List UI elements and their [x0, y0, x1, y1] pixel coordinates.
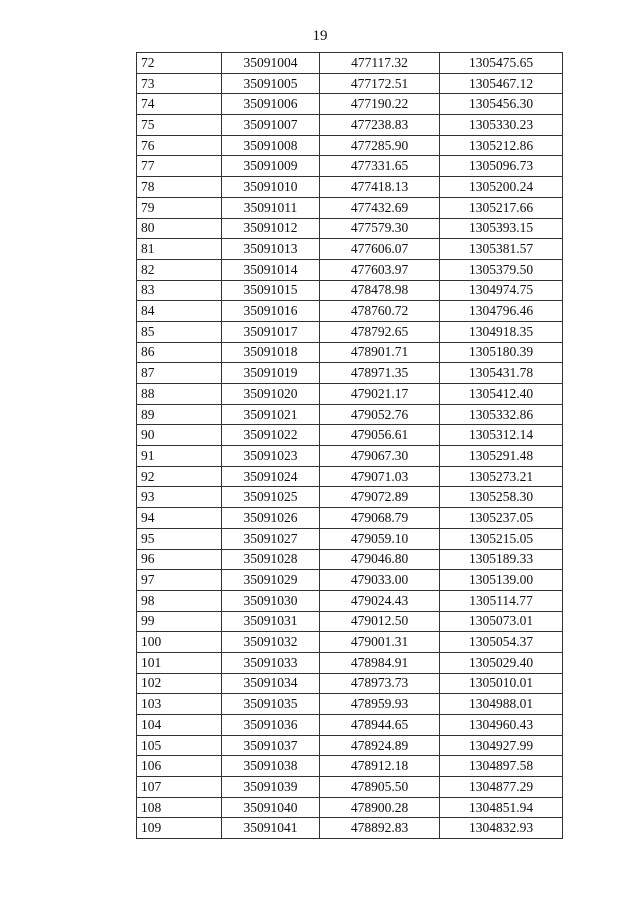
- x-coordinate-cell: 477117.32: [320, 53, 440, 74]
- y-coordinate-cell: 1304960.43: [440, 715, 563, 736]
- row-number-cell: 103: [137, 694, 222, 715]
- row-number-cell: 76: [137, 135, 222, 156]
- point-id-cell: 35091032: [222, 632, 320, 653]
- table-row: [137, 590, 563, 611]
- point-id-cell: 35091005: [222, 73, 320, 94]
- point-id-cell: 35091006: [222, 94, 320, 115]
- point-id-cell: 35091013: [222, 239, 320, 260]
- table-row: [137, 94, 563, 115]
- x-coordinate-cell: 479021.17: [320, 384, 440, 405]
- x-coordinate-cell: 478905.50: [320, 777, 440, 798]
- y-coordinate-cell: 1305215.05: [440, 528, 563, 549]
- table-row: [137, 611, 563, 632]
- point-id-cell: 35091008: [222, 135, 320, 156]
- x-coordinate-cell: 478912.18: [320, 756, 440, 777]
- table-row: [137, 652, 563, 673]
- row-number-cell: 93: [137, 487, 222, 508]
- y-coordinate-cell: 1305217.66: [440, 197, 563, 218]
- row-number-cell: 94: [137, 508, 222, 529]
- table-row: [137, 177, 563, 198]
- y-coordinate-cell: 1305010.01: [440, 673, 563, 694]
- x-coordinate-cell: 477238.83: [320, 115, 440, 136]
- page-number: 19: [312, 28, 328, 44]
- table-row: [137, 797, 563, 818]
- y-coordinate-cell: 1305273.21: [440, 466, 563, 487]
- row-number-cell: 97: [137, 570, 222, 591]
- row-number-cell: 95: [137, 528, 222, 549]
- point-id-cell: 35091038: [222, 756, 320, 777]
- point-id-cell: 35091009: [222, 156, 320, 177]
- point-id-cell: 35091033: [222, 652, 320, 673]
- table-row: [137, 777, 563, 798]
- point-id-cell: 35091004: [222, 53, 320, 74]
- point-id-cell: 35091012: [222, 218, 320, 239]
- table-row: [137, 487, 563, 508]
- x-coordinate-cell: 479072.89: [320, 487, 440, 508]
- row-number-cell: 91: [137, 446, 222, 467]
- row-number-cell: 104: [137, 715, 222, 736]
- row-number-cell: 109: [137, 818, 222, 839]
- y-coordinate-cell: 1305379.50: [440, 259, 563, 280]
- y-coordinate-cell: 1305189.33: [440, 549, 563, 570]
- table-row: [137, 570, 563, 591]
- table-row: [137, 197, 563, 218]
- table-row: [137, 239, 563, 260]
- y-coordinate-cell: 1304988.01: [440, 694, 563, 715]
- y-coordinate-cell: 1305330.23: [440, 115, 563, 136]
- y-coordinate-cell: 1305475.65: [440, 53, 563, 74]
- point-id-cell: 35091036: [222, 715, 320, 736]
- row-number-cell: 80: [137, 218, 222, 239]
- x-coordinate-cell: 478924.89: [320, 735, 440, 756]
- point-id-cell: 35091028: [222, 549, 320, 570]
- x-coordinate-cell: 479059.10: [320, 528, 440, 549]
- x-coordinate-cell: 479001.31: [320, 632, 440, 653]
- y-coordinate-cell: 1304851.94: [440, 797, 563, 818]
- y-coordinate-cell: 1305139.00: [440, 570, 563, 591]
- x-coordinate-cell: 477418.13: [320, 177, 440, 198]
- x-coordinate-cell: 477603.97: [320, 259, 440, 280]
- table-row: [137, 156, 563, 177]
- table-row: [137, 363, 563, 384]
- x-coordinate-cell: 478792.65: [320, 321, 440, 342]
- table-row: [137, 73, 563, 94]
- point-id-cell: 35091020: [222, 384, 320, 405]
- y-coordinate-cell: 1305029.40: [440, 652, 563, 673]
- y-coordinate-cell: 1304832.93: [440, 818, 563, 839]
- row-number-cell: 99: [137, 611, 222, 632]
- x-coordinate-cell: 479024.43: [320, 590, 440, 611]
- table-row: [137, 694, 563, 715]
- table-row: [137, 508, 563, 529]
- x-coordinate-cell: 478900.28: [320, 797, 440, 818]
- table-row: [137, 384, 563, 405]
- row-number-cell: 79: [137, 197, 222, 218]
- table-row: [137, 404, 563, 425]
- x-coordinate-cell: 478901.71: [320, 342, 440, 363]
- point-id-cell: 35091022: [222, 425, 320, 446]
- x-coordinate-cell: 477190.22: [320, 94, 440, 115]
- x-coordinate-cell: 477432.69: [320, 197, 440, 218]
- row-number-cell: 90: [137, 425, 222, 446]
- point-id-cell: 35091034: [222, 673, 320, 694]
- y-coordinate-cell: 1305200.24: [440, 177, 563, 198]
- table-row: [137, 259, 563, 280]
- row-number-cell: 102: [137, 673, 222, 694]
- table-row: [137, 715, 563, 736]
- row-number-cell: 106: [137, 756, 222, 777]
- point-id-cell: 35091024: [222, 466, 320, 487]
- table-row: [137, 735, 563, 756]
- table-row: [137, 115, 563, 136]
- row-number-cell: 101: [137, 652, 222, 673]
- table-row: [137, 756, 563, 777]
- y-coordinate-cell: 1305412.40: [440, 384, 563, 405]
- row-number-cell: 107: [137, 777, 222, 798]
- point-id-cell: 35091035: [222, 694, 320, 715]
- x-coordinate-cell: 477172.51: [320, 73, 440, 94]
- row-number-cell: 75: [137, 115, 222, 136]
- point-id-cell: 35091017: [222, 321, 320, 342]
- point-id-cell: 35091010: [222, 177, 320, 198]
- table-row: [137, 321, 563, 342]
- x-coordinate-cell: 477579.30: [320, 218, 440, 239]
- y-coordinate-cell: 1305114.77: [440, 590, 563, 611]
- y-coordinate-cell: 1305096.73: [440, 156, 563, 177]
- point-id-cell: 35091030: [222, 590, 320, 611]
- x-coordinate-cell: 478984.91: [320, 652, 440, 673]
- table-row: [137, 549, 563, 570]
- table-row: [137, 466, 563, 487]
- row-number-cell: 100: [137, 632, 222, 653]
- x-coordinate-cell: 478760.72: [320, 301, 440, 322]
- table-row: [137, 218, 563, 239]
- row-number-cell: 78: [137, 177, 222, 198]
- row-number-cell: 96: [137, 549, 222, 570]
- x-coordinate-cell: 477285.90: [320, 135, 440, 156]
- point-id-cell: 35091026: [222, 508, 320, 529]
- x-coordinate-cell: 478973.73: [320, 673, 440, 694]
- table-row: [137, 53, 563, 74]
- row-number-cell: 108: [137, 797, 222, 818]
- x-coordinate-cell: 477331.65: [320, 156, 440, 177]
- row-number-cell: 92: [137, 466, 222, 487]
- table-row: [137, 301, 563, 322]
- y-coordinate-cell: 1305180.39: [440, 342, 563, 363]
- table-row: [137, 818, 563, 839]
- x-coordinate-cell: 479071.03: [320, 466, 440, 487]
- point-id-cell: 35091007: [222, 115, 320, 136]
- table-row: [137, 342, 563, 363]
- row-number-cell: 98: [137, 590, 222, 611]
- table-row: [137, 528, 563, 549]
- x-coordinate-cell: 479068.79: [320, 508, 440, 529]
- y-coordinate-cell: 1305312.14: [440, 425, 563, 446]
- x-coordinate-cell: 478959.93: [320, 694, 440, 715]
- x-coordinate-cell: 478892.83: [320, 818, 440, 839]
- y-coordinate-cell: 1305332.86: [440, 404, 563, 425]
- point-id-cell: 35091040: [222, 797, 320, 818]
- y-coordinate-cell: 1304918.35: [440, 321, 563, 342]
- point-id-cell: 35091025: [222, 487, 320, 508]
- x-coordinate-cell: 479012.50: [320, 611, 440, 632]
- row-number-cell: 87: [137, 363, 222, 384]
- row-number-cell: 83: [137, 280, 222, 301]
- table-row: [137, 632, 563, 653]
- row-number-cell: 73: [137, 73, 222, 94]
- x-coordinate-cell: 478944.65: [320, 715, 440, 736]
- row-number-cell: 88: [137, 384, 222, 405]
- y-coordinate-cell: 1305431.78: [440, 363, 563, 384]
- table-row: [137, 280, 563, 301]
- y-coordinate-cell: 1305393.15: [440, 218, 563, 239]
- y-coordinate-cell: 1305456.30: [440, 94, 563, 115]
- y-coordinate-cell: 1305258.30: [440, 487, 563, 508]
- y-coordinate-cell: 1305291.48: [440, 446, 563, 467]
- coordinates-table: [136, 52, 563, 839]
- row-number-cell: 86: [137, 342, 222, 363]
- row-number-cell: 84: [137, 301, 222, 322]
- y-coordinate-cell: 1304897.58: [440, 756, 563, 777]
- y-coordinate-cell: 1305212.86: [440, 135, 563, 156]
- table-row: [137, 425, 563, 446]
- row-number-cell: 82: [137, 259, 222, 280]
- row-number-cell: 85: [137, 321, 222, 342]
- point-id-cell: 35091016: [222, 301, 320, 322]
- point-id-cell: 35091014: [222, 259, 320, 280]
- x-coordinate-cell: 478478.98: [320, 280, 440, 301]
- row-number-cell: 77: [137, 156, 222, 177]
- y-coordinate-cell: 1304974.75: [440, 280, 563, 301]
- y-coordinate-cell: 1304877.29: [440, 777, 563, 798]
- row-number-cell: 74: [137, 94, 222, 115]
- row-number-cell: 72: [137, 53, 222, 74]
- y-coordinate-cell: 1305073.01: [440, 611, 563, 632]
- point-id-cell: 35091011: [222, 197, 320, 218]
- row-number-cell: 81: [137, 239, 222, 260]
- table-body: [137, 53, 563, 839]
- x-coordinate-cell: 478971.35: [320, 363, 440, 384]
- point-id-cell: 35091018: [222, 342, 320, 363]
- row-number-cell: 105: [137, 735, 222, 756]
- y-coordinate-cell: 1304796.46: [440, 301, 563, 322]
- point-id-cell: 35091015: [222, 280, 320, 301]
- x-coordinate-cell: 479046.80: [320, 549, 440, 570]
- table-row: [137, 446, 563, 467]
- point-id-cell: 35091023: [222, 446, 320, 467]
- table-row: [137, 135, 563, 156]
- y-coordinate-cell: 1305054.37: [440, 632, 563, 653]
- point-id-cell: 35091041: [222, 818, 320, 839]
- row-number-cell: 89: [137, 404, 222, 425]
- point-id-cell: 35091039: [222, 777, 320, 798]
- point-id-cell: 35091029: [222, 570, 320, 591]
- y-coordinate-cell: 1305381.57: [440, 239, 563, 260]
- y-coordinate-cell: 1305237.05: [440, 508, 563, 529]
- x-coordinate-cell: 479033.00: [320, 570, 440, 591]
- point-id-cell: 35091021: [222, 404, 320, 425]
- point-id-cell: 35091037: [222, 735, 320, 756]
- point-id-cell: 35091019: [222, 363, 320, 384]
- y-coordinate-cell: 1305467.12: [440, 73, 563, 94]
- x-coordinate-cell: 479056.61: [320, 425, 440, 446]
- table-row: [137, 673, 563, 694]
- point-id-cell: 35091027: [222, 528, 320, 549]
- x-coordinate-cell: 479067.30: [320, 446, 440, 467]
- point-id-cell: 35091031: [222, 611, 320, 632]
- y-coordinate-cell: 1304927.99: [440, 735, 563, 756]
- x-coordinate-cell: 477606.07: [320, 239, 440, 260]
- x-coordinate-cell: 479052.76: [320, 404, 440, 425]
